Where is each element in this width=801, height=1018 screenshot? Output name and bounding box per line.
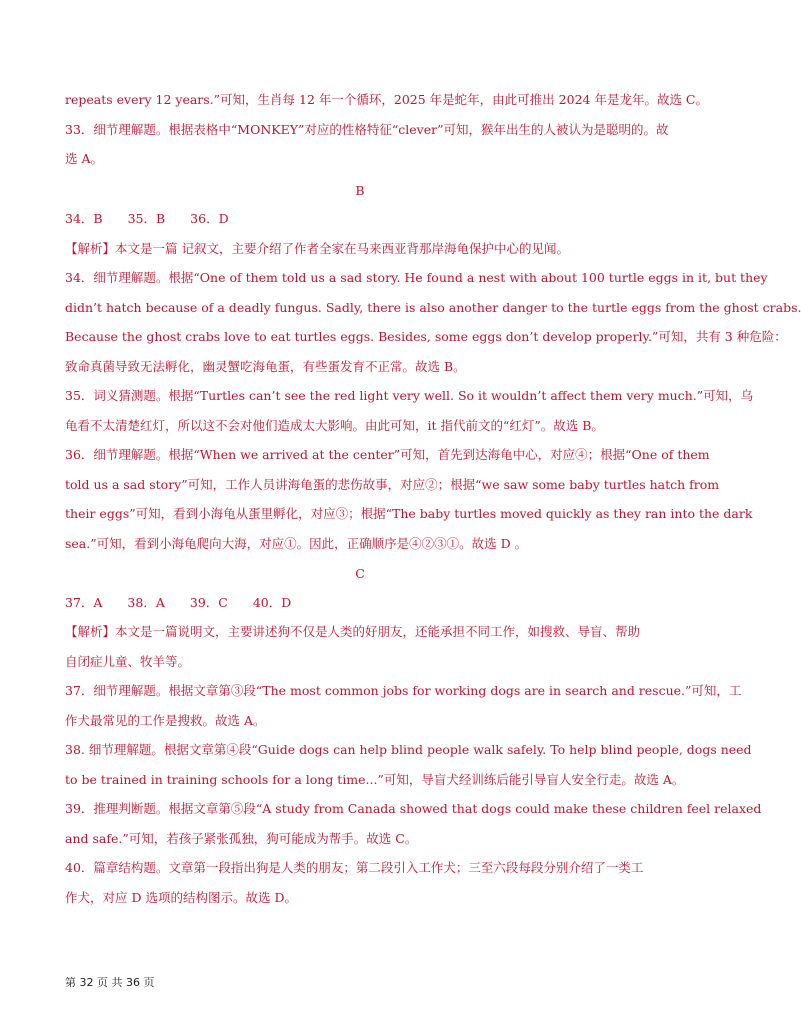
text-line: 38. 细节理解题。根据文章第④段“Guide dogs can help blind people walk safely. To help blind people, dogs need <box>65 742 752 757</box>
text-line: 选 A。 <box>65 151 104 166</box>
text-line: 作犬，对应 D 选项的结构图示。故选 D。 <box>65 890 297 905</box>
text-line: sea.”可知，看到小海龟爬向大海，对应①。因此，正确顺序是④②③①。故选 D 。 <box>65 536 528 551</box>
answer-key-line: 37．A 38．A 39．C 40．D <box>65 595 292 610</box>
text-line: to be trained in training schools for a long time...”可知，导盲犬经训练后能引导盲人安全行走。故选 A。 <box>65 772 685 787</box>
text-line: their eggs”可知，看到小海龟从蛋里孵化，对应③；根据“The baby turtles moved quickly as they ran into the dark <box>65 506 753 521</box>
text-line: 36．细节理解题。根据“When we arrived at the center”可知，首先到达海龟中心，对应④；根据“One of them <box>65 447 710 462</box>
text-line: didn’t hatch because of a deadly fungus. Sadly, there is also another danger to the turtle eggs from the ghost crabs. <box>65 300 801 315</box>
section-heading-c: C <box>355 566 365 581</box>
text-line: repeats every 12 years.”可知，生肖每 12 年一个循环，2025 年是蛇年，由此可推出 2024 年是龙年。故选 C。 <box>65 92 708 107</box>
text-line: 34．细节理解题。根据“One of them told us a sad story. He found a nest with about 100 turtle eggs in it, but they <box>65 270 768 285</box>
text-line: Because the ghost crabs love to eat turtles eggs. Besides, some eggs don’t develop properly.”可知，共有 3 种危险： <box>65 329 787 344</box>
analysis-line: 【解析】本文是一篇说明文，主要讲述狗不仅是人类的好朋友，还能承担不同工作，如搜救、导盲、帮助 <box>65 624 641 639</box>
text-line: and safe.”可知，若孩子紧张孤独，狗可能成为帮手。故选 C。 <box>65 831 418 846</box>
text-line: 33．细节理解题。根据表格中“MONKEY”对应的性格特征“clever”可知，猴年出生的人被认为是聪明的。故 <box>65 122 669 137</box>
text-line: 39．推理判断题。根据文章第⑤段“A study from Canada showed that dogs could make these children feel relaxed <box>65 801 762 816</box>
text-line: told us a sad story”可知，工作人员讲海龟蛋的悲伤故事，对应②；根据“we saw some baby turtles hatch from <box>65 477 720 492</box>
analysis-line: 【解析】本文是一篇 记叙文，主要介绍了作者全家在马来西亚背那岸海龟保护中心的见闻。 <box>65 241 569 256</box>
section-heading-b: B <box>355 183 365 198</box>
text-line: 致命真菌导致无法孵化，幽灵蟹吃海龟蛋，有些蛋发育不正常。故选 B。 <box>65 359 466 374</box>
text-line: 35．词义猜测题。根据“Turtles can’t see the red light very well. So it wouldn’t affect them very much.”可知，乌 <box>65 388 754 403</box>
answer-key-line: 34．B 35．B 36．D <box>65 211 229 226</box>
text-line: 作犬最常见的工作是搜救。故选 A。 <box>65 713 266 728</box>
text-line: 37．细节理解题。根据文章第③段“The most common jobs for working dogs are in search and rescue.”可知，工 <box>65 683 742 698</box>
text-line: 自闭症儿童、牧羊等。 <box>65 654 191 669</box>
text-line: 40．篇章结构题。文章第一段指出狗是人类的朋友；第二段引入工作犬；三至六段每段分别介绍了一类工 <box>65 860 644 875</box>
text-line: 龟看不太清楚红灯，所以这不会对他们造成太大影响。由此可知，it 指代前文的“红灯”。故选 B。 <box>65 418 604 433</box>
page-footer: 第 32 页 共 36 页 <box>65 976 155 989</box>
